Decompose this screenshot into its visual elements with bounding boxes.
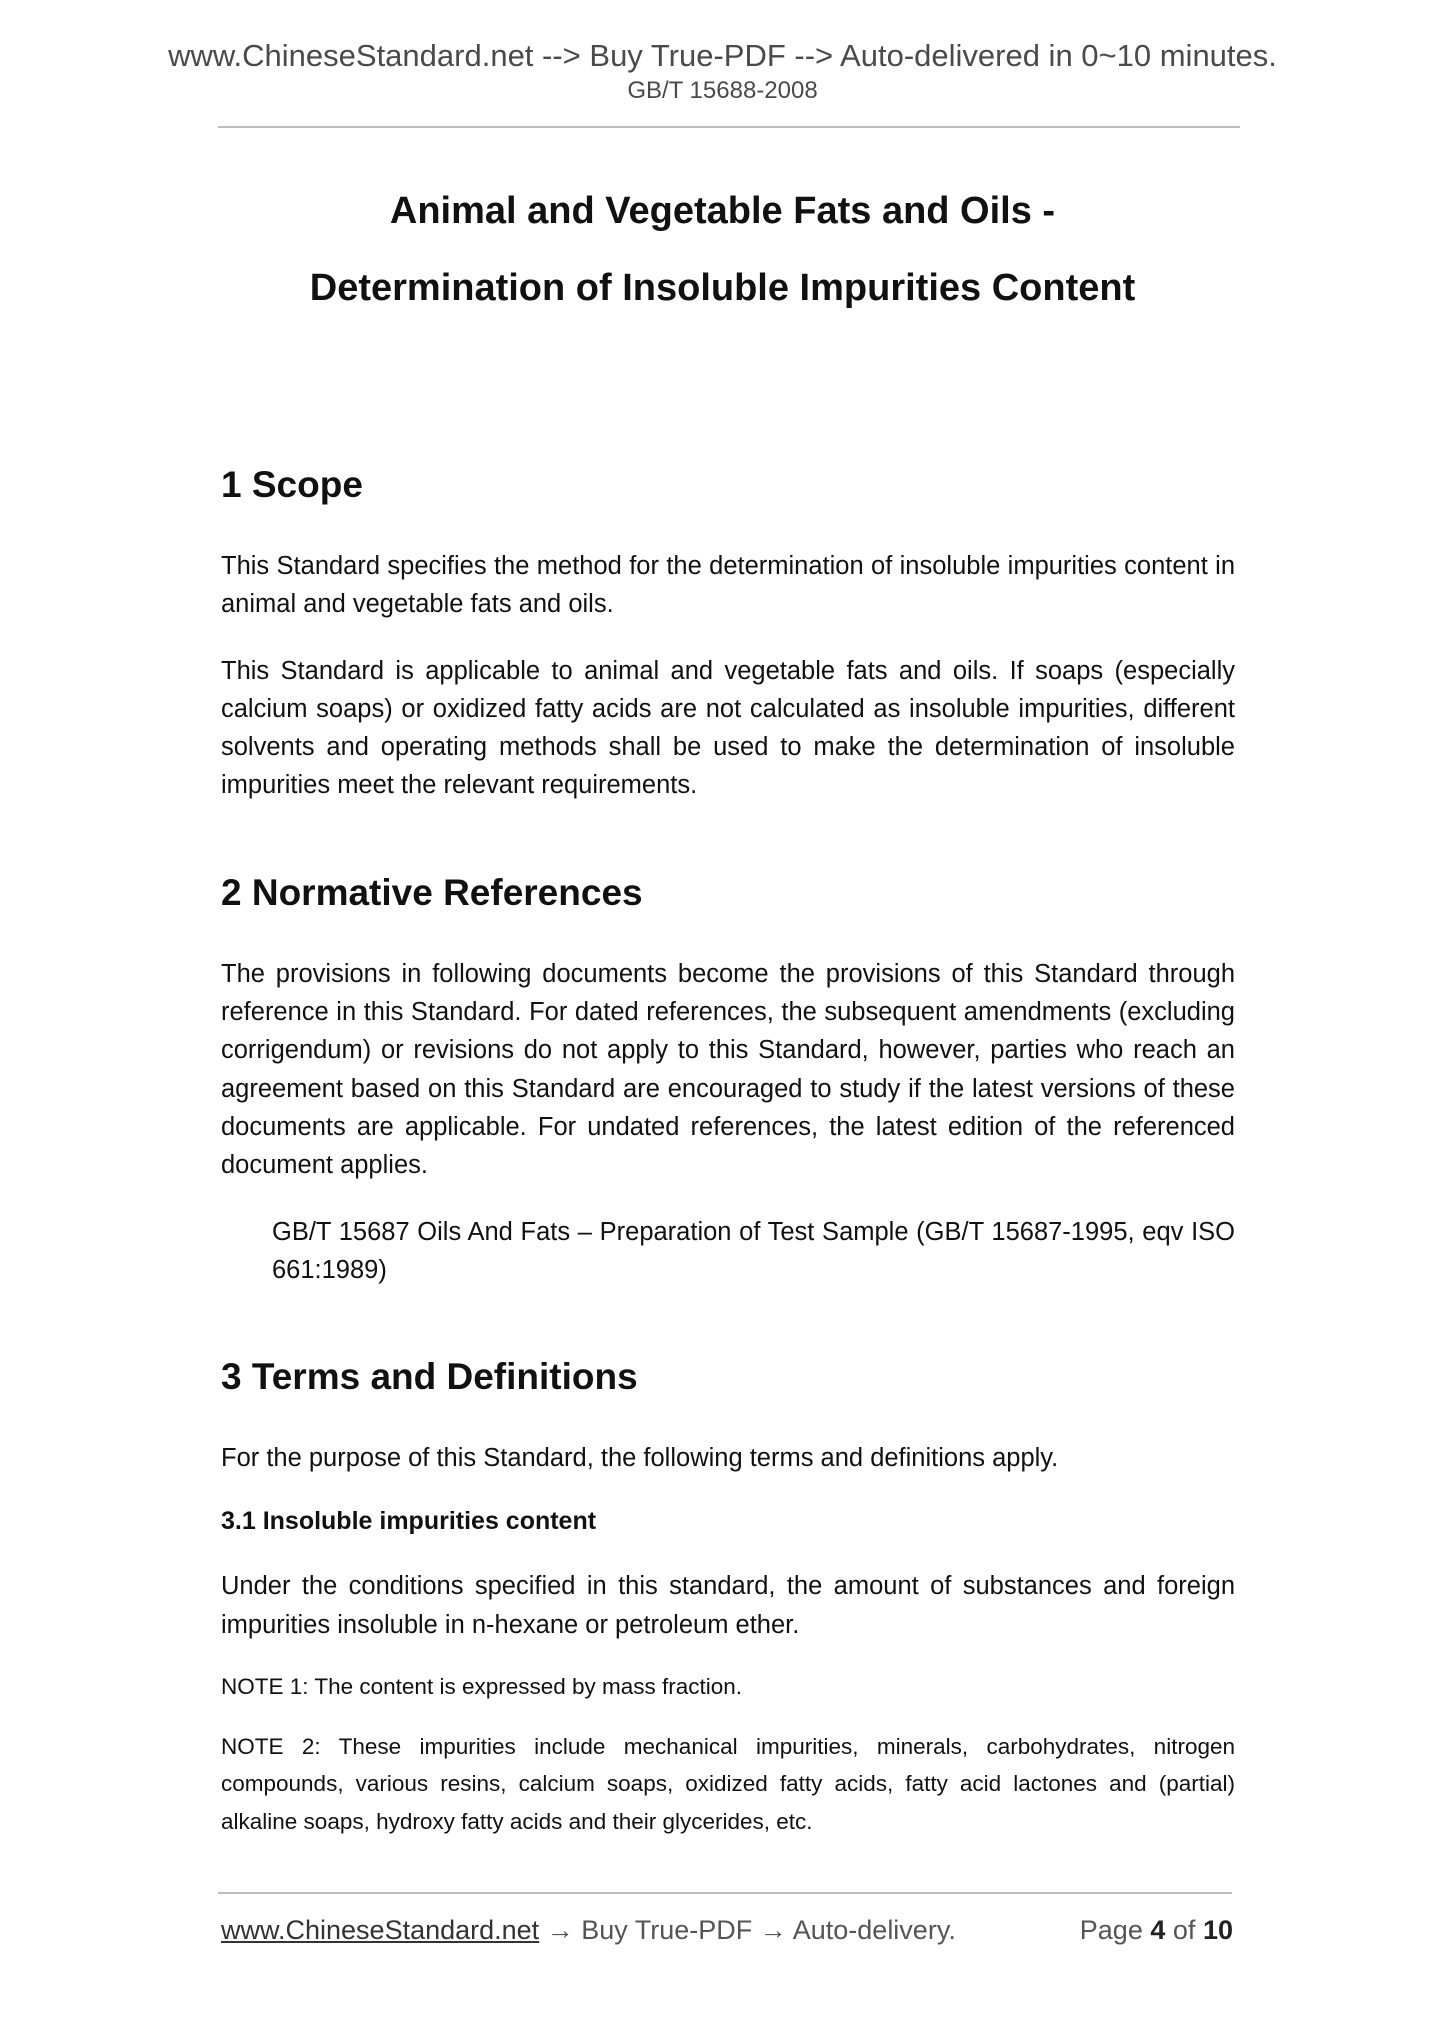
page-number: 4 [1150,1915,1166,1945]
section-heading-terms: 3 Terms and Definitions [221,1356,638,1398]
section-heading-scope: 1 Scope [221,464,363,505]
normative-reference-item: GB/T 15687 Oils And Fats – Preparation of Test Sample (GB/T 15687-1995, eqv ISO 661:1989) [272,1217,1235,1284]
top-banner: www.ChineseStandard.net --> Buy True-PDF --> Auto-delivered in 0~10 minutes. [168,38,1277,73]
note-1: NOTE 1: The content is expressed by mass fraction. [221,1674,743,1700]
document-title-line2: Determination of Insoluble Impurities Content [309,267,1136,309]
of-label: of [1172,1915,1196,1945]
page-total: 10 [1202,1915,1233,1945]
header-divider [218,126,1240,128]
scope-paragraph-1: This Standard specifies the method for the determination of insoluble impurities content in animal and vegetable fats and oils. [221,552,1235,619]
terms-paragraph: For the purpose of this Standard, the following terms and definitions apply. [221,1444,1059,1473]
footer-text: → Buy True-PDF → Auto-delivery. [539,1915,956,1945]
scope-paragraph-2: This Standard is applicable to animal and vegetable fats and oils. If soaps (especially calcium soaps) or oxidized fatty acids are not calculated as insoluble impurities, different solvents and operating methods shall be used to make the determination of insoluble impurities meet the relevant requirements. [221,656,1235,800]
footer [221,1910,1233,1950]
note-2: NOTE 2: These impurities include mechanical impurities, minerals, carbohydrates, nitrogen compounds, various resins, calcium soaps, oxidized fatty acids, fatty acid lactones and (partial) alkaline soaps, hydroxy fatty acids and their glycerides, etc. [221,1733,1235,1834]
footer-website-link[interactable]: www.ChineseStandard.net [221,1915,540,1945]
definition-paragraph: Under the conditions specified in this standard, the amount of substances and foreign impurities insoluble in n-hexane or petroleum ether. [221,1572,1235,1639]
document-title-line1: Animal and Vegetable Fats and Oils - [389,190,1056,232]
section-heading-normative-references: 2 Normative References [221,871,643,913]
page-indicator [1080,1910,1233,1950]
document-code: GB/T 15688-2008 [627,77,818,104]
footer-divider [218,1892,1232,1894]
subsection-heading-3-1: 3.1 Insoluble impurities content [221,1507,597,1536]
document-body [221,455,1235,1840]
page-label: Page [1079,1915,1143,1945]
normative-paragraph: The provisions in following documents become the provisions of this Standard through reference in this Standard. For dated references, the subsequent amendments (excluding corrigendum) or revisions do not apply to this Standard, however, parties who reach an agreement based on this Standard are encouraged to study if the latest versions of these documents are applicable. For undated references, the latest edition of the referenced document applies. [221,959,1235,1180]
